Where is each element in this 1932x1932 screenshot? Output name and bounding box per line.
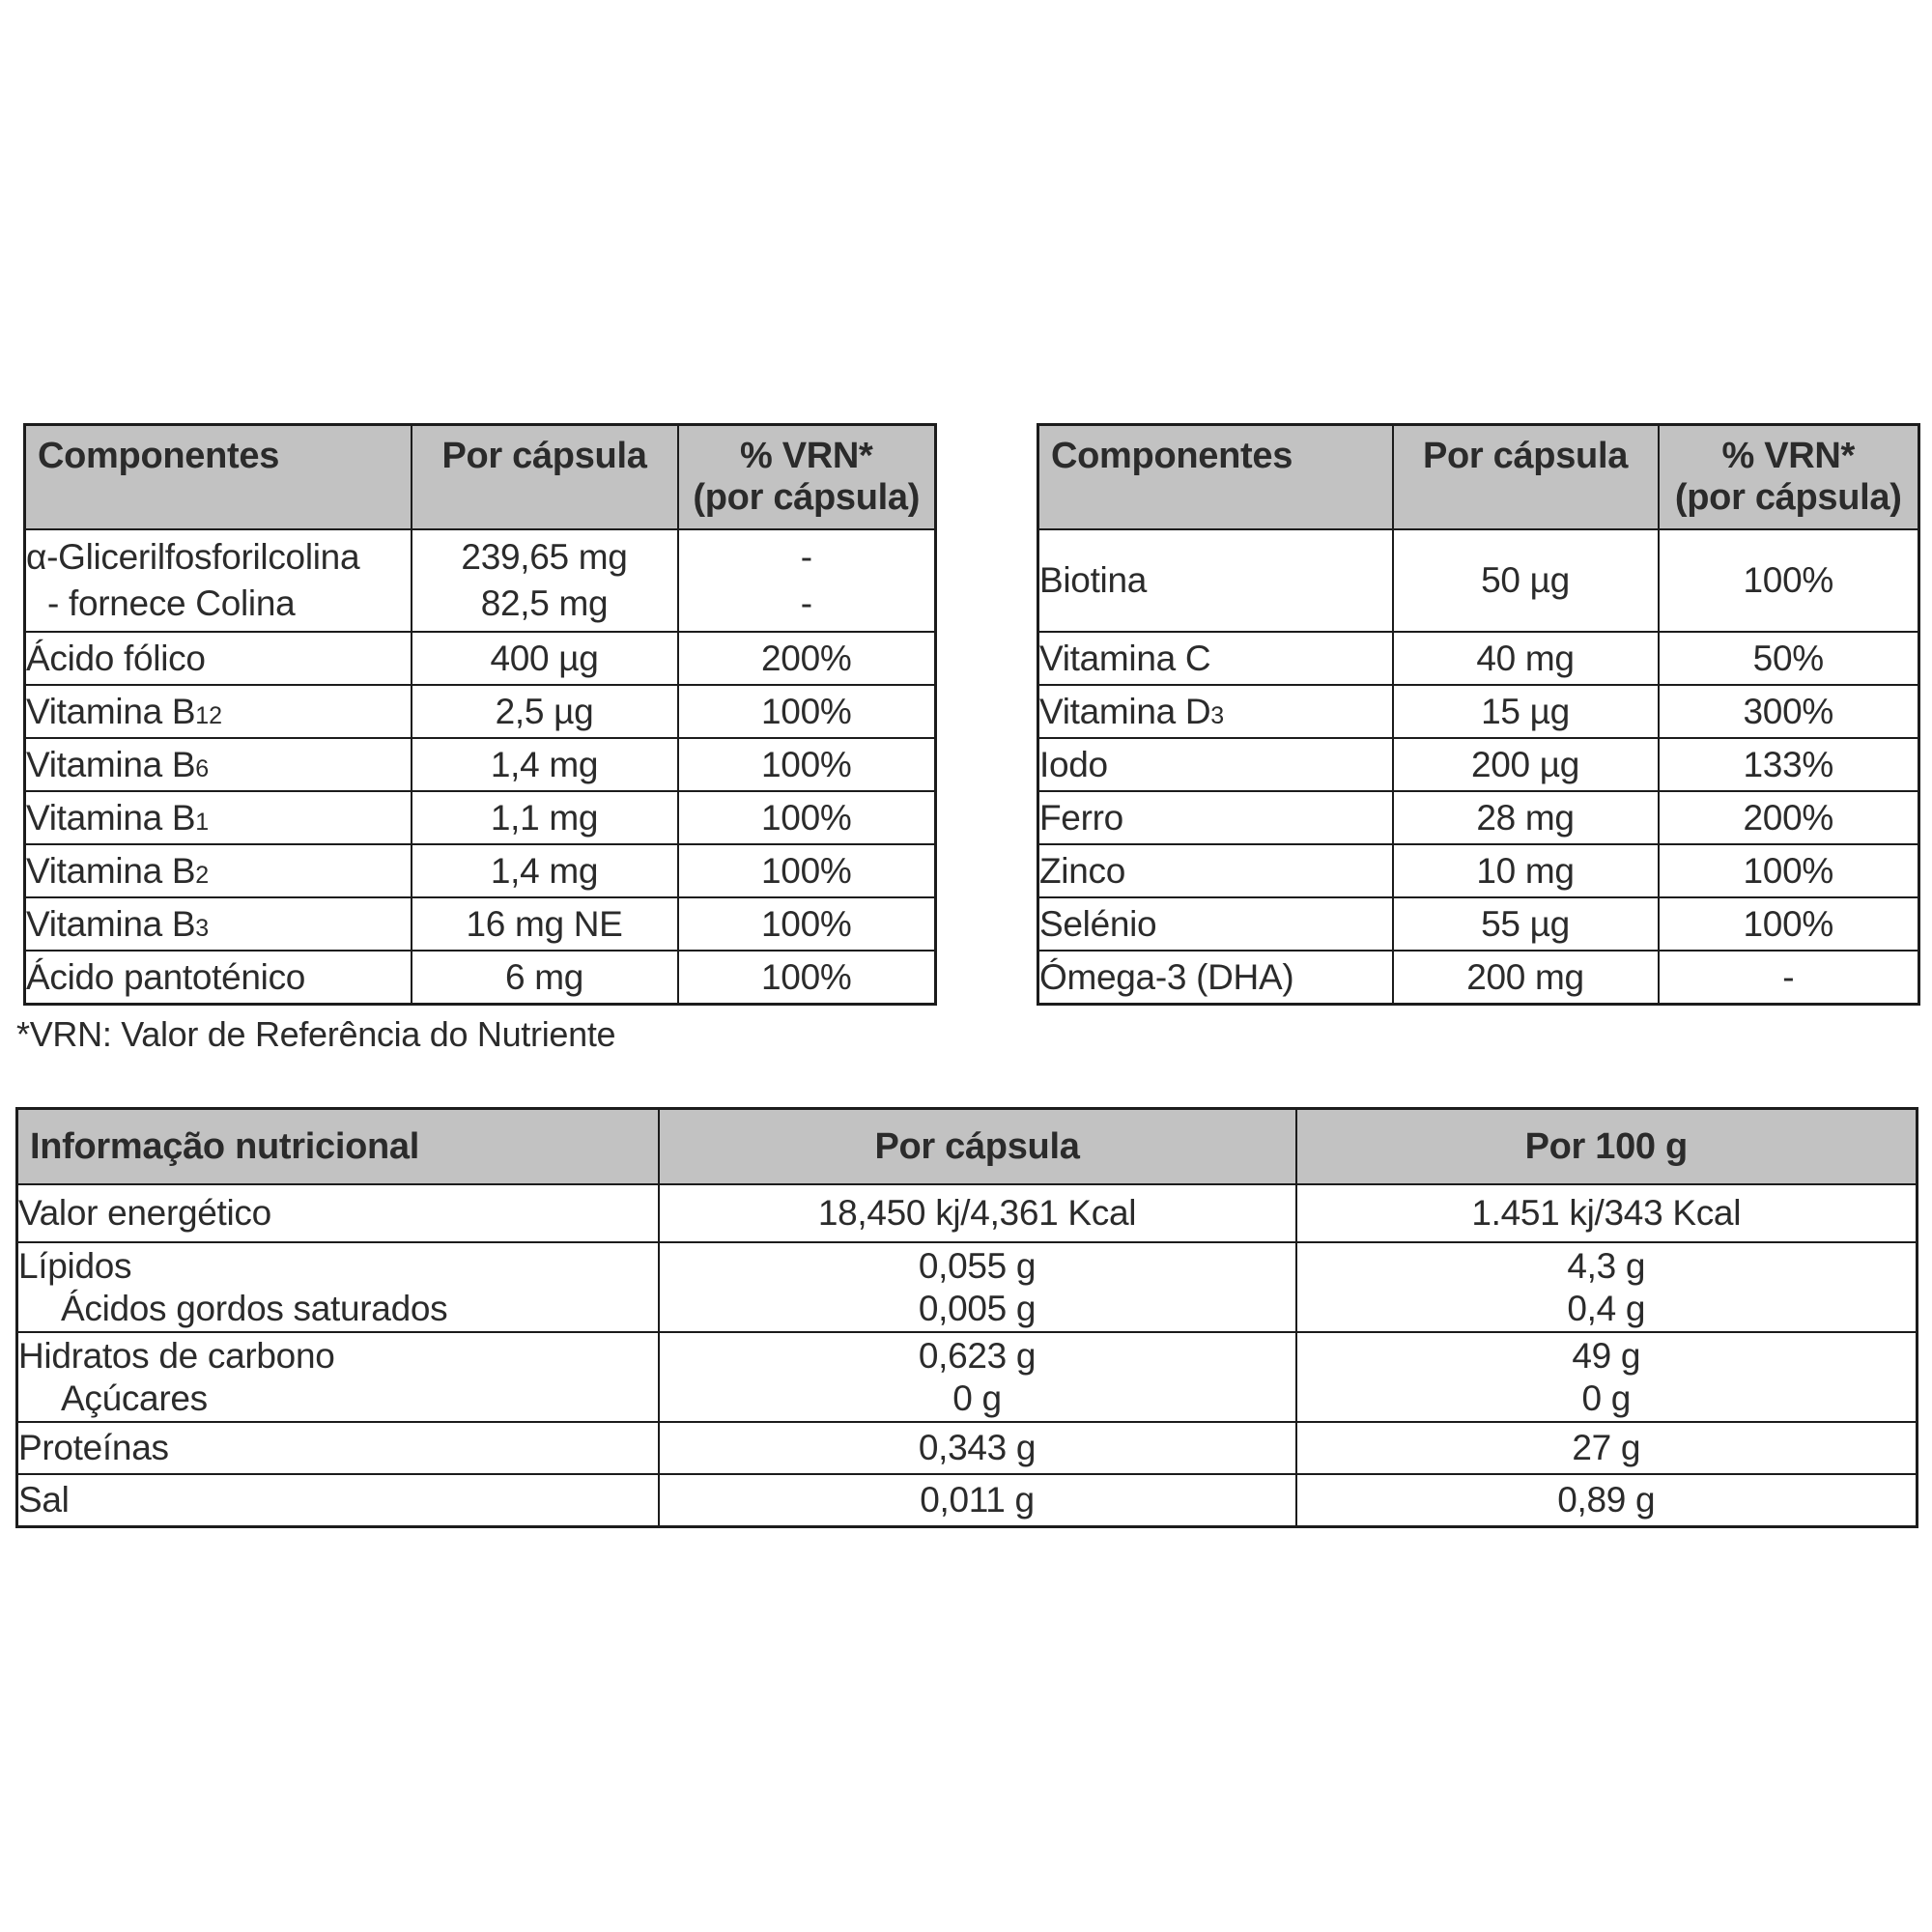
cell-label: Vitamina D3 xyxy=(1038,685,1393,738)
cell-value: 200 µg xyxy=(1393,738,1659,791)
value-line1: 0,623 g xyxy=(918,1335,1037,1376)
value-line1: 239,65 mg xyxy=(461,537,628,577)
cell-label: Ómega-3 (DHA) xyxy=(1038,951,1393,1005)
cell-value: 200 mg xyxy=(1393,951,1659,1005)
cell-value: 16 mg NE xyxy=(412,897,678,951)
cell-vrn: 100% xyxy=(678,791,936,844)
header-vrn-line1: % VRN* xyxy=(1721,436,1856,476)
header-por-capsula: Por cápsula xyxy=(659,1109,1296,1185)
subscript: 2 xyxy=(195,861,210,889)
label-line2: - fornece Colina xyxy=(47,583,296,623)
cell-label: Ferro xyxy=(1038,791,1393,844)
header-informacao-nutricional: Informação nutricional xyxy=(17,1109,659,1185)
row-vitamina-c xyxy=(1038,632,1919,685)
cell-per-100g xyxy=(1296,1242,1918,1332)
row-valor-energetico xyxy=(17,1184,1918,1242)
value-line2: 0 g xyxy=(952,1378,1002,1418)
header-vrn-line1: % VRN* xyxy=(739,436,873,476)
cell-label: Vitamina B3 xyxy=(25,897,412,951)
row-omega3 xyxy=(1038,951,1919,1005)
cell-value: 6 mg xyxy=(412,951,678,1005)
cell-label: Zinco xyxy=(1038,844,1393,897)
header-vrn-line2: (por cápsula) xyxy=(1674,477,1902,518)
subscript: 3 xyxy=(1210,701,1225,729)
row-vitamina-b6 xyxy=(25,738,936,791)
cell-value: 1,4 mg xyxy=(412,844,678,897)
cell-vrn: 200% xyxy=(1659,791,1919,844)
cell-per-100g: 0,89 g xyxy=(1296,1474,1918,1527)
cell-label: Vitamina C xyxy=(1038,632,1393,685)
row-sal xyxy=(17,1474,1918,1527)
cell-vrn xyxy=(678,529,936,632)
header-row xyxy=(17,1109,1918,1185)
row-biotina xyxy=(1038,529,1919,632)
cell-value: 55 µg xyxy=(1393,897,1659,951)
vrn-line2: - xyxy=(800,583,812,623)
value-line2: 0 g xyxy=(1581,1378,1632,1418)
cell-vrn: 100% xyxy=(678,951,936,1005)
row-vitamina-b3 xyxy=(25,897,936,951)
cell-value: 50 µg xyxy=(1393,529,1659,632)
cell-per-capsula: 0,011 g xyxy=(659,1474,1296,1527)
cell-vrn: 100% xyxy=(678,844,936,897)
cell-per-100g: 27 g xyxy=(1296,1422,1918,1474)
cell-label xyxy=(17,1332,659,1422)
cell-value: 28 mg xyxy=(1393,791,1659,844)
cell-per-100g: 1.451 kj/343 Kcal xyxy=(1296,1184,1918,1242)
cell-value: 2,5 µg xyxy=(412,685,678,738)
components-table-right xyxy=(1037,423,1920,1006)
cell-value: 1,4 mg xyxy=(412,738,678,791)
row-vitamina-b2 xyxy=(25,844,936,897)
components-table-left xyxy=(23,423,937,1006)
cell-value: 40 mg xyxy=(1393,632,1659,685)
header-por-capsula: Por cápsula xyxy=(1393,425,1659,530)
label-line1: Hidratos de carbono xyxy=(18,1335,335,1376)
row-selenio xyxy=(1038,897,1919,951)
row-hidratos xyxy=(17,1332,1918,1422)
header-vrn xyxy=(678,425,936,530)
row-lipidos xyxy=(17,1242,1918,1332)
cell-label: Biotina xyxy=(1038,529,1393,632)
row-acido-folico xyxy=(25,632,936,685)
header-componentes: Componentes xyxy=(1038,425,1393,530)
cell-label: Sal xyxy=(17,1474,659,1527)
cell-label xyxy=(17,1242,659,1332)
header-vrn-line2: (por cápsula) xyxy=(693,477,921,518)
cell-value: 10 mg xyxy=(1393,844,1659,897)
vrn-footnote: *VRN: Valor de Referência do Nutriente xyxy=(16,1014,616,1054)
cell-vrn: 100% xyxy=(1659,844,1919,897)
subscript: 1 xyxy=(195,808,210,836)
cell-label xyxy=(25,529,412,632)
row-glicerilfosforilcolina xyxy=(25,529,936,632)
cell-value: 15 µg xyxy=(1393,685,1659,738)
cell-per-capsula: 18,450 kj/4,361 Kcal xyxy=(659,1184,1296,1242)
header-componentes: Componentes xyxy=(25,425,412,530)
cell-value: 400 µg xyxy=(412,632,678,685)
label-line1: α-Glicerilfosforilcolina xyxy=(26,537,360,577)
subscript: 6 xyxy=(195,754,210,782)
cell-vrn: 50% xyxy=(1659,632,1919,685)
cell-vrn: 300% xyxy=(1659,685,1919,738)
cell-vrn: 100% xyxy=(1659,897,1919,951)
cell-vrn: 200% xyxy=(678,632,936,685)
row-acido-pantotenico xyxy=(25,951,936,1005)
header-row xyxy=(1038,425,1919,530)
nutrition-table xyxy=(15,1107,1918,1528)
cell-label: Selénio xyxy=(1038,897,1393,951)
cell-label: Vitamina B2 xyxy=(25,844,412,897)
value-line1: 4,3 g xyxy=(1567,1245,1646,1286)
value-line1: 0,055 g xyxy=(918,1245,1037,1286)
cell-vrn: 100% xyxy=(678,897,936,951)
cell-per-capsula xyxy=(659,1242,1296,1332)
row-iodo xyxy=(1038,738,1919,791)
value-line2: 0,4 g xyxy=(1567,1288,1646,1328)
cell-label: Vitamina B1 xyxy=(25,791,412,844)
value-line2: 82,5 mg xyxy=(480,583,609,623)
cell-vrn: 100% xyxy=(1659,529,1919,632)
cell-vrn: - xyxy=(1659,951,1919,1005)
row-proteinas xyxy=(17,1422,1918,1474)
cell-value xyxy=(412,529,678,632)
value-line2: 0,005 g xyxy=(918,1288,1037,1328)
header-por-capsula: Por cápsula xyxy=(412,425,678,530)
vrn-line1: - xyxy=(800,537,812,577)
header-row xyxy=(25,425,936,530)
subscript: 3 xyxy=(195,914,210,942)
cell-per-100g xyxy=(1296,1332,1918,1422)
row-vitamina-b12 xyxy=(25,685,936,738)
label-line1: Lípidos xyxy=(18,1245,132,1286)
row-zinco xyxy=(1038,844,1919,897)
cell-label: Proteínas xyxy=(17,1422,659,1474)
row-vitamina-b1 xyxy=(25,791,936,844)
header-por-100g: Por 100 g xyxy=(1296,1109,1918,1185)
cell-per-capsula: 0,343 g xyxy=(659,1422,1296,1474)
value-line1: 49 g xyxy=(1572,1335,1641,1376)
cell-label: Ácido fólico xyxy=(25,632,412,685)
cell-label: Valor energético xyxy=(17,1184,659,1242)
cell-value: 1,1 mg xyxy=(412,791,678,844)
cell-label: Ácido pantoténico xyxy=(25,951,412,1005)
label-line2: Ácidos gordos saturados xyxy=(61,1288,448,1328)
cell-vrn: 133% xyxy=(1659,738,1919,791)
cell-vrn: 100% xyxy=(678,685,936,738)
header-vrn xyxy=(1659,425,1919,530)
subscript: 12 xyxy=(195,701,223,729)
row-ferro xyxy=(1038,791,1919,844)
cell-label: Vitamina B6 xyxy=(25,738,412,791)
cell-label: Vitamina B12 xyxy=(25,685,412,738)
cell-label: Iodo xyxy=(1038,738,1393,791)
cell-per-capsula xyxy=(659,1332,1296,1422)
cell-vrn: 100% xyxy=(678,738,936,791)
row-vitamina-d3 xyxy=(1038,685,1919,738)
label-line2: Açúcares xyxy=(61,1378,208,1418)
